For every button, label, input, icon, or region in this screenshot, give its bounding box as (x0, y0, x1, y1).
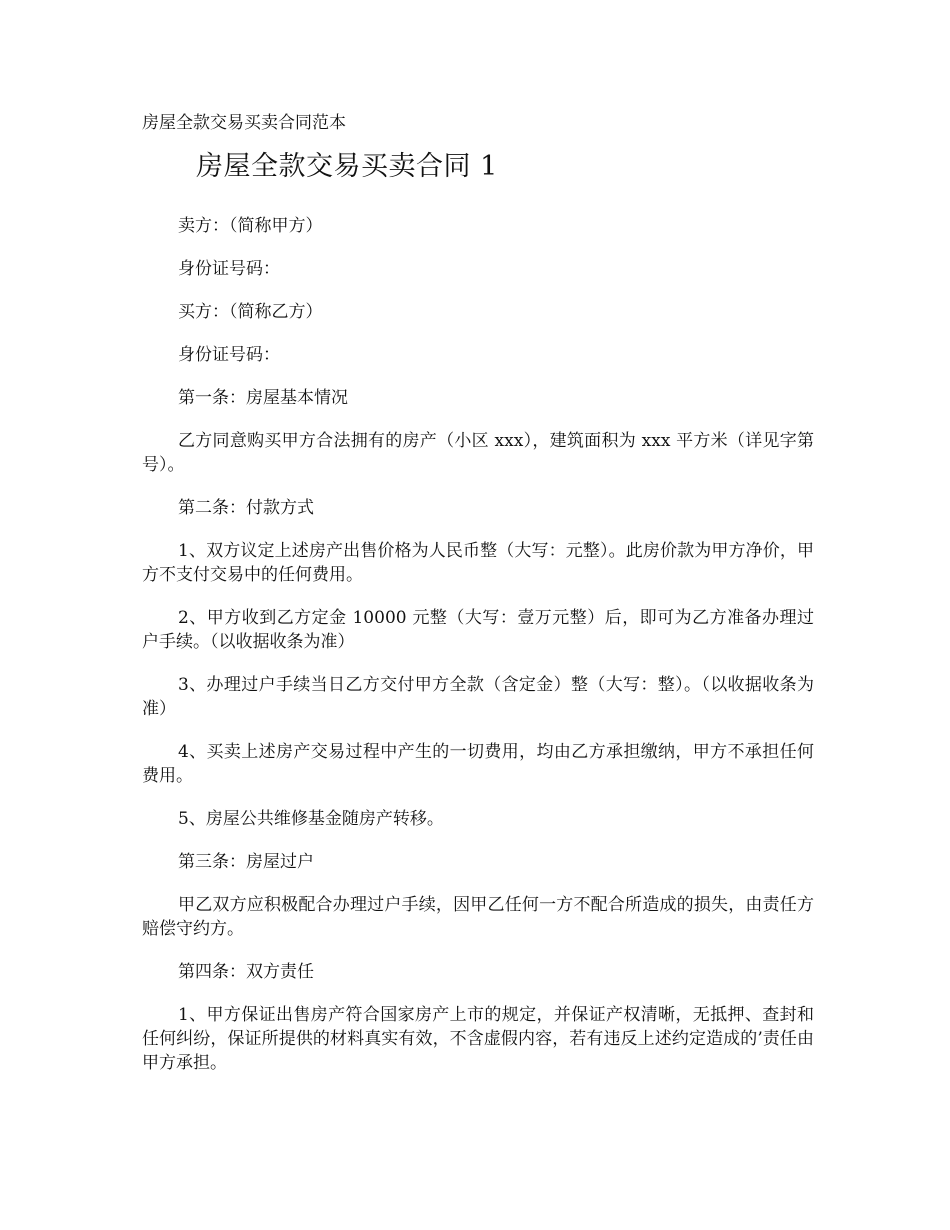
article-4-heading: 第四条：双方责任 (178, 962, 314, 982)
document-title: 房屋全款交易买卖合同 1 (196, 151, 498, 182)
article-1-heading: 第一条：房屋基本情况 (178, 388, 348, 408)
article-3-heading: 第三条：房屋过户 (178, 852, 314, 872)
document-header: 房屋全款交易买卖合同范本 (142, 113, 346, 133)
article-2-item-2: 2、甲方收到乙方定金 10000 元整（大写：壹万元整）后，即可为乙方准备办理过户手续。（以收据收条为准） (142, 608, 814, 652)
article-2-item-3: 3、办理过户手续当日乙方交付甲方全款（含定金）整（大写：整）。（以收据收条为准） (142, 675, 814, 719)
buyer-id-line: 身份证号码： (178, 345, 280, 365)
article-4-item-1: 1、甲方保证出售房产符合国家房产上市的规定，并保证产权清晰，无抵押、查封和任何纠纷，保证所提供的材料真实有效，不含虚假内容，若有违反上述约定造成的’责任由甲方承担。 (142, 1005, 814, 1073)
seller-line: 卖方：（简称甲方） (178, 216, 323, 236)
article-1-text: 乙方同意购买甲方合法拥有的房产（小区 xxx），建筑面积为 xxx 平方米（详见字第号）。 (142, 431, 814, 475)
document-body (142, 214, 814, 1094)
article-2-heading: 第二条：付款方式 (178, 498, 314, 518)
buyer-line: 买方：（简称乙方） (178, 302, 323, 322)
article-2-item-4: 4、买卖上述房产交易过程中产生的一切费用，均由乙方承担缴纳，甲方不承担任何费用。 (142, 742, 814, 786)
article-3-text: 甲乙双方应积极配合办理过户手续，因甲乙任何一方不配合所造成的损失，由责任方赔偿守约方。 (142, 895, 814, 939)
article-2-item-5: 5、房屋公共维修基金随房产转移。 (178, 809, 444, 829)
article-2-item-1: 1、双方议定上述房产出售价格为人民币整（大写：元整）。此房价款为甲方净价，甲方不支付交易中的任何费用。 (142, 541, 814, 585)
seller-id-line: 身份证号码： (178, 259, 280, 279)
